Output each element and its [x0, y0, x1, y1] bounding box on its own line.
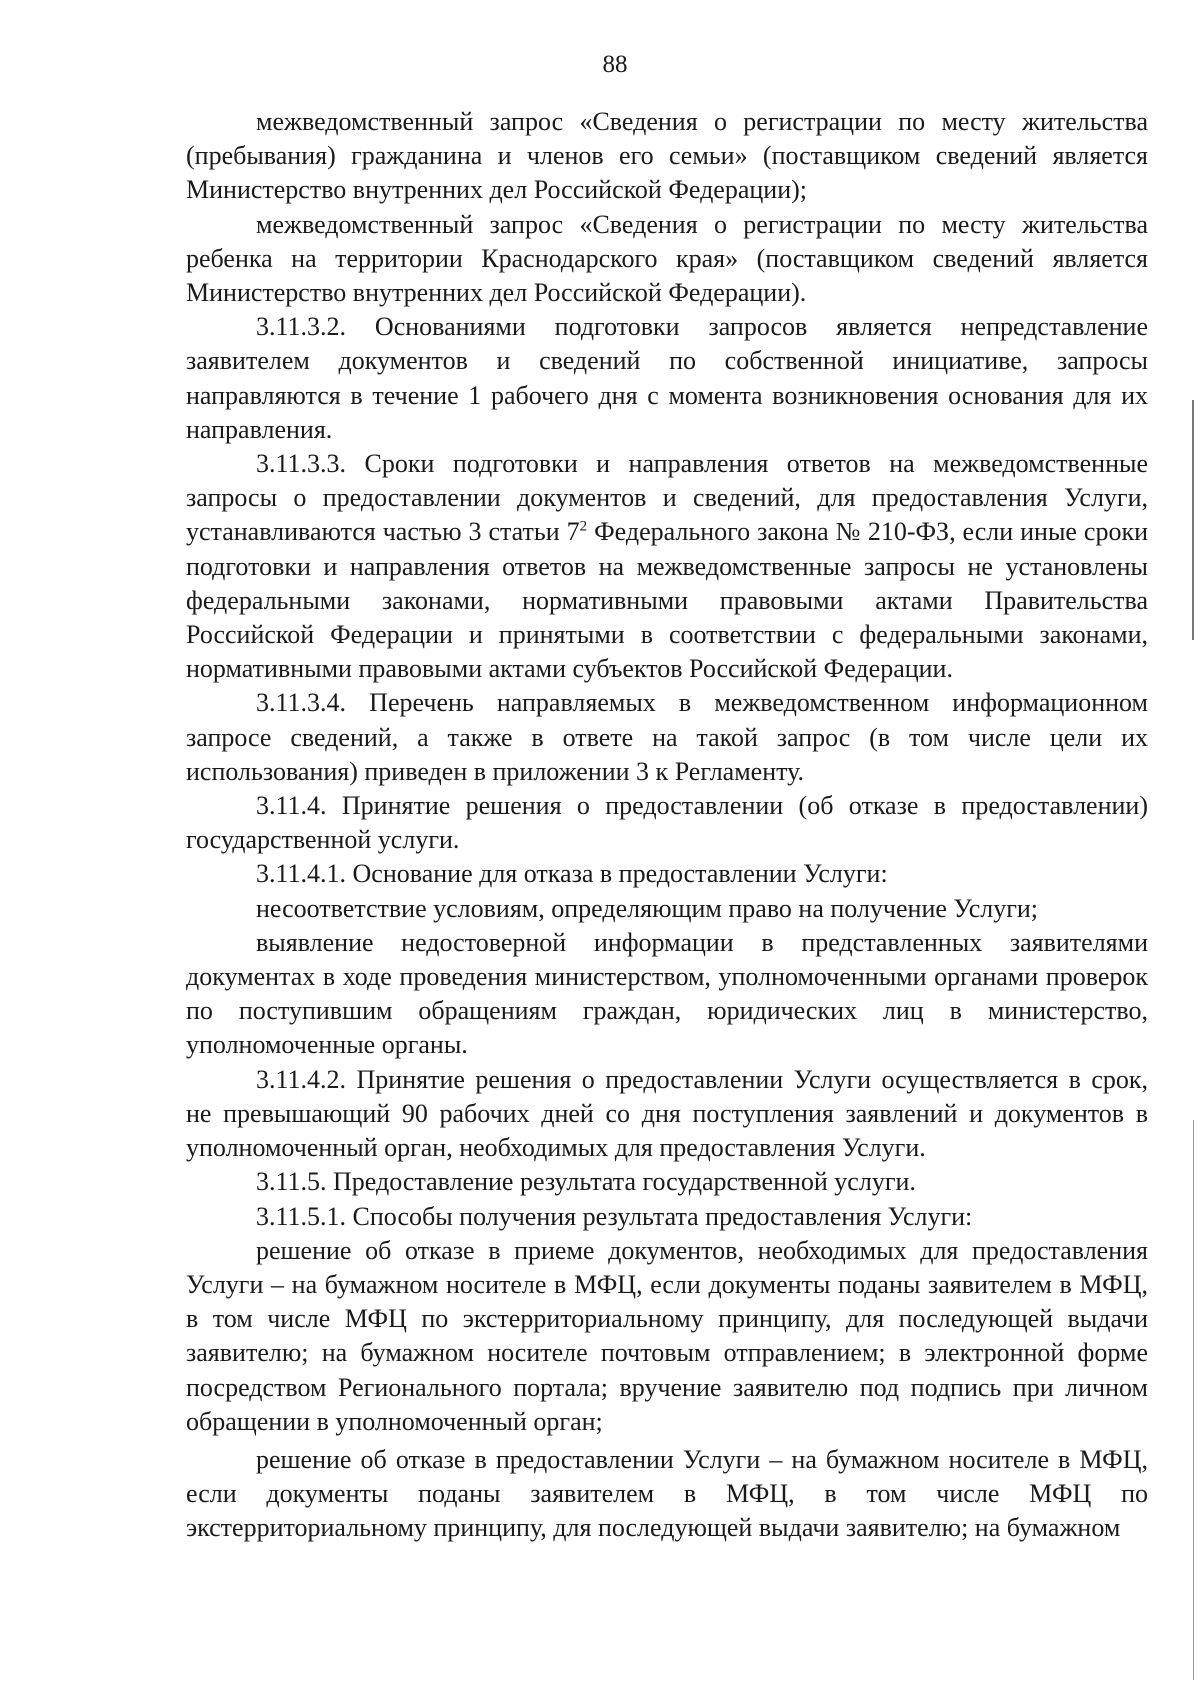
paragraph: 3.11.5. Предоставление результата государственной услуги. — [256, 1167, 916, 1197]
page-number: 88 — [602, 51, 628, 78]
paragraph: 3.11.4.2. Принятие решения о предоставлении Услуги осуществляется в срок, не превышающий 90 рабочих дней со дня поступления заявлений и документов в уполномоченный орган, необходимых для предоставления Услуги. — [186, 1064, 1148, 1163]
paragraph: решение об отказе в предоставлении Услуги – на бумажном носителе в МФЦ, если документы поданы заявителем в МФЦ, в том числе МФЦ по экстерриториальному принципу, для последующей выдачи заявителю; на бумажном — [186, 1444, 1148, 1543]
paragraph: несоответствие условиям, определяющим право на получение Услуги; — [256, 893, 1039, 923]
paragraph: 3.11.5.1. Способы получения результата предоставления Услуги: — [256, 1201, 973, 1231]
paragraph: межведомственный запрос «Сведения о регистрации по месту жительства ребенка на территории Краснодарского края» (поставщиком сведений является Министерство внутренних дел Российской Федерации). — [186, 209, 1148, 308]
document-body — [186, 105, 1148, 1546]
paragraph: 3.11.4.1. Основание для отказа в предоставлении Услуги: — [256, 859, 888, 889]
paragraph: выявление недостоверной информации в представленных заявителями документах в ходе проведения министерством, уполномоченными органами проверок по поступившим обращениям граждан, юридических лиц в министерство, уполномоченные органы. — [186, 927, 1148, 1060]
paragraph-text: 3.11.3.3. Сроки подготовки и направления ответов на межведомственные запросы о предоставлении документов и сведений, для предоставления Услуги, устанавливаются частью 3 статьи 7 — [186, 449, 1148, 547]
scan-edge-mark — [1192, 400, 1194, 640]
paragraph: решение об отказе в приеме документов, необходимых для предоставления Услуги – на бумажном носителе в МФЦ, если документы поданы заявителем в МФЦ, в том числе МФЦ по экстерриториальному принципу, для последующей выдачи заявителю; на бумажном носителе почтовым отправлением; в электронной форме посредством Регионального портала; вручение заявителю под подпись при личном обращении в уполномоченный орган; — [186, 1235, 1148, 1436]
scan-edge-mark — [1193, 1120, 1194, 1680]
paragraph: межведомственный запрос «Сведения о регистрации по месту жительства (пребывания) гражданина и членов его семьи» (поставщиком сведений является Министерство внутренних дел Российской Федерации); — [186, 107, 1148, 205]
paragraph: 3.11.3.2. Основаниями подготовки запросов является непредставление заявителем документов и сведений по собственной инициативе, запросы направляются в течение 1 рабочего дня с момента возникновения основания для их направления. — [186, 312, 1148, 444]
superscript: 2 — [579, 518, 588, 535]
paragraph: 3.11.3.4. Перечень направляемых в межведомственном информационном запросе сведений, а также в ответе на такой запрос (в том числе цели их использования) приведен в приложении 3 к Регламенту. — [186, 688, 1148, 786]
paragraph-text: Федерального закона № 210-ФЗ, если иные сроки подготовки и направления ответов на межведомственные запросы не установлены федеральными законами, нормативными правовыми актами Правительства Российской Федерации и принятыми в соответствии с федеральными законами, нормативными правовыми актами субъектов Российской Федерации. — [186, 517, 1149, 684]
paragraph — [186, 447, 1148, 686]
paragraph: 3.11.4. Принятие решения о предоставлении (об отказе в предоставлении) государственной услуги. — [186, 791, 1148, 855]
